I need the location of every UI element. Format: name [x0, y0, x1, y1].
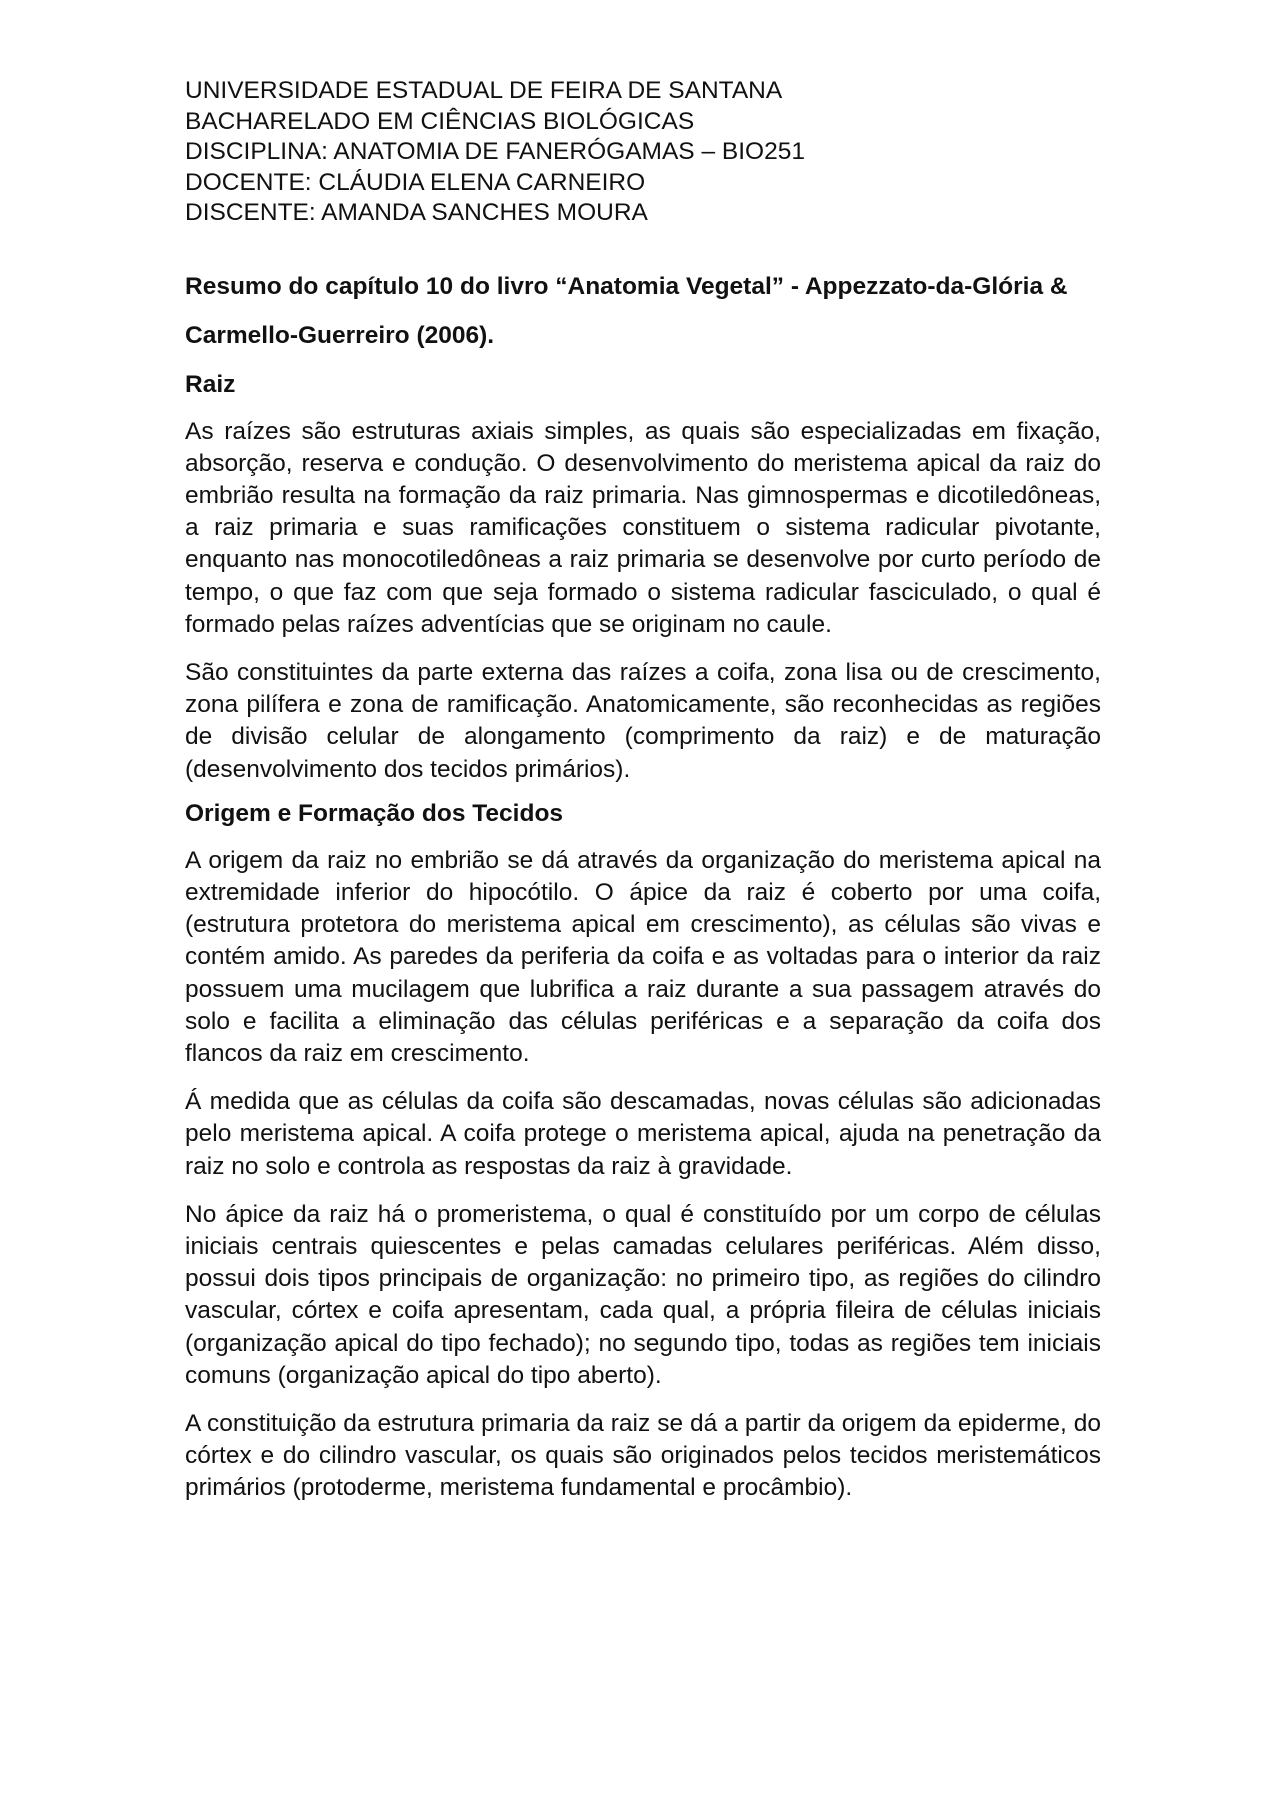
- institution-header: [185, 76, 1101, 229]
- header-discipline: DISCIPLINA: ANATOMIA DE FANERÓGAMAS – BIO251: [185, 138, 805, 165]
- document-title: Resumo do capítulo 10 do livro “Anatomia Vegetal” - Appezzato-da-Glória & Carmello-Guerreiro (2006).: [185, 272, 1068, 349]
- document-page: [185, 76, 1101, 1505]
- header-student: DISCENTE: AMANDA SANCHES MOURA: [185, 199, 648, 226]
- paragraph: No ápice da raiz há o promeristema, o qual é constituído por um corpo de células iniciais centrais quiescentes e pelas camadas celulares periféricas. Além disso, possui dois tipos principais de organização: no primeiro tipo, as regiões do cilindro vascular, córtex e coifa apresentam, cada qual, a própria fileira de células iniciais (organização apical do tipo fechado); no segundo tipo, todas as regiões tem iniciais comuns (organização apical do tipo aberto).: [185, 1200, 1101, 1389]
- section-heading-raiz: Raiz: [185, 370, 236, 398]
- paragraph: Á medida que as células da coifa são descamadas, novas células são adicionadas pelo meristema apical. A coifa protege o meristema apical, ajuda na penetração da raiz no solo e controla as respostas da raiz à gravidade.: [185, 1088, 1101, 1180]
- header-teacher: DOCENTE: CLÁUDIA ELENA CARNEIRO: [185, 168, 646, 196]
- section-heading-origem: Origem e Formação dos Tecidos: [185, 799, 564, 827]
- paragraph: São constituintes da parte externa das raízes a coifa, zona lisa ou de crescimento, zona pilífera e zona de ramificação. Anatomicamente, são reconhecidas as regiões de divisão celular de alongamento (comprimento da raiz) e de maturação (desenvolvimento dos tecidos primários).: [185, 658, 1101, 783]
- paragraph: A origem da raiz no embrião se dá através da organização do meristema apical na extremidade inferior do hipocótilo. O ápice da raiz é coberto por uma coifa, (estrutura protetora do meristema apical em crescimento), as células são vivas e contém amido. As paredes da periferia da coifa e as voltadas para o interior da raiz possuem uma mucilagem que lubrifica a raiz durante a sua passagem através do solo e facilita a eliminação das células periféricas e a separação da coifa dos flancos da raiz em crescimento.: [185, 846, 1101, 1067]
- header-university: UNIVERSIDADE ESTADUAL DE FEIRA DE SANTANA: [185, 77, 783, 104]
- paragraph: As raízes são estruturas axiais simples, as quais são especializadas em fixação, absorção, reserva e condução. O desenvolvimento do meristema apical da raiz do embrião resulta na formação da raiz primaria. Nas gimnospermas e dicotiledôneas, a raiz primaria e suas ramificações constituem o sistema radicular pivotante, enquanto nas monocotiledôneas a raiz primaria se desenvolve por curto período de tempo, o que faz com que seja formado o sistema radicular fasciculado, o qual é formado pelas raízes adventícias que se originam no caule.: [185, 417, 1101, 638]
- paragraph: A constituição da estrutura primaria da raiz se dá a partir da origem da epiderme, do córtex e do cilindro vascular, os quais são originados pelos tecidos meristemáticos primários (protoderme, meristema fundamental e procâmbio).: [185, 1409, 1101, 1502]
- header-course: BACHARELADO EM CIÊNCIAS BIOLÓGICAS: [185, 107, 695, 135]
